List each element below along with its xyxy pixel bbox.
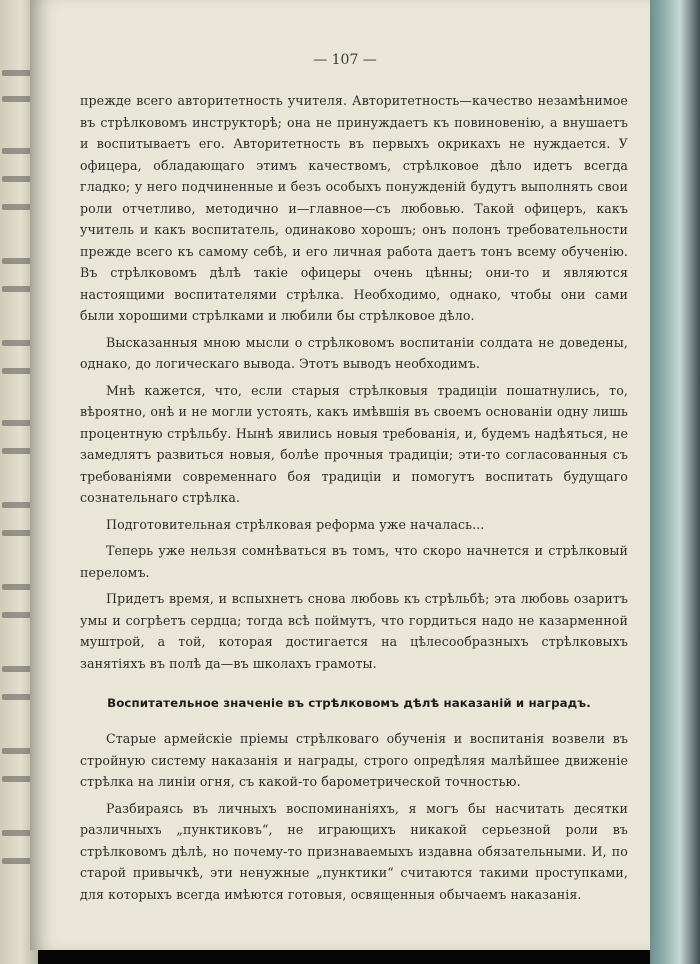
paragraph: Подготовительная стрѣлковая реформа уже началась... [106, 516, 485, 532]
book-page [30, 0, 660, 950]
paragraph: Мнѣ кажется, что, если старыя стрѣлковыя традиціи пошатнулись, то, вѣроятно, онѣ и не могли устоять, какъ имѣвшія въ своемъ основаніи одну лишь процентную стрѣльбу. Нынѣ явились новыя требованія, и, будемъ надѣяться, не замедлятъ развиться новыя, болѣе прочныя традиціи; эти-то согласованныя съ требованіями современнаго боя традиціи и помогутъ воспитать будущаго сознательнаго стрѣлка. [80, 382, 628, 505]
page-body [80, 90, 628, 910]
paragraph: Теперь уже нельзя сомнѣваться въ томъ, что скоро начнется и стрѣлковый переломъ. [80, 543, 628, 580]
paragraph: Старые армейскіе пріемы стрѣлковаго обученія и воспитанія возвели въ стройную систему наказанія и награды, строго опредѣляя малѣйшее движеніе стрѣлка на линіи огня, съ какой-то барометрической точностью. [80, 731, 628, 789]
paragraph: Разбираясь въ личныхъ воспоминаніяхъ, я могъ бы насчитать десятки различныхъ „пунктиковъ“, не играющихъ никакой серьезной роли въ стрѣлковомъ дѣлѣ, но почему-то признаваемыхъ издавна обязательными. И, по старой привычкѣ, эти ненужные „пунктики“ считаются такими проступками, для которыхъ всегда имѣются готовыя, освященныя обычаемъ наказанія. [80, 800, 628, 902]
paragraph: прежде всего авторитетность учителя. Авторитетность—качество незамѣнимое въ стрѣлковомъ инструкторѣ; она не принуждаетъ къ повиновенію, а внушаетъ и воспитываетъ его. Авторитетность въ первыхъ окрикахъ не нуждается. У офицера, обладающаго этимъ качествомъ, стрѣлковое дѣло идетъ всегда гладко; у него подчиненные и безъ особыхъ понужденій будутъ выполнять свои роли отчетливо, методично и—главное—съ любовью. Такой офицеръ, какъ учитель и какъ воспитатель, одинаково хорошъ; онъ полонъ требовательности прежде всего къ самому себѣ, и его личная работа даетъ тонъ всему обученію. Въ стрѣлковомъ дѣлѣ такіе офицеры очень цѣнны; они-то и являются настоящими воспитателями стрѣлка. Необходимо, однако, чтобы они сами были хорошими стрѣлками и любили бы стрѣлковое дѣло. [80, 93, 628, 323]
book-cover-edge [650, 0, 700, 964]
section-heading: Воспитательное значеніе въ стрѣлковомъ дѣлѣ наказаній и наградъ. [107, 696, 591, 710]
page-number: — 107 — [313, 52, 377, 68]
paragraph: Придетъ время, и вспыхнетъ снова любовь къ стрѣльбѣ; эта любовь озаритъ умы и согрѣетъ сердца; тогда всѣ поймутъ, что гордиться надо не казарменной муштрой, а той, которая достигается на цѣлесообразныхъ стрѣлковыхъ занятіяхъ въ полѣ да—въ школахъ грамоты. [80, 591, 628, 671]
paragraph: Высказанныя мною мысли о стрѣлковомъ воспитаніи солдата не доведены, однако, до логическаго вывода. Этотъ выводъ необходимъ. [80, 334, 628, 371]
